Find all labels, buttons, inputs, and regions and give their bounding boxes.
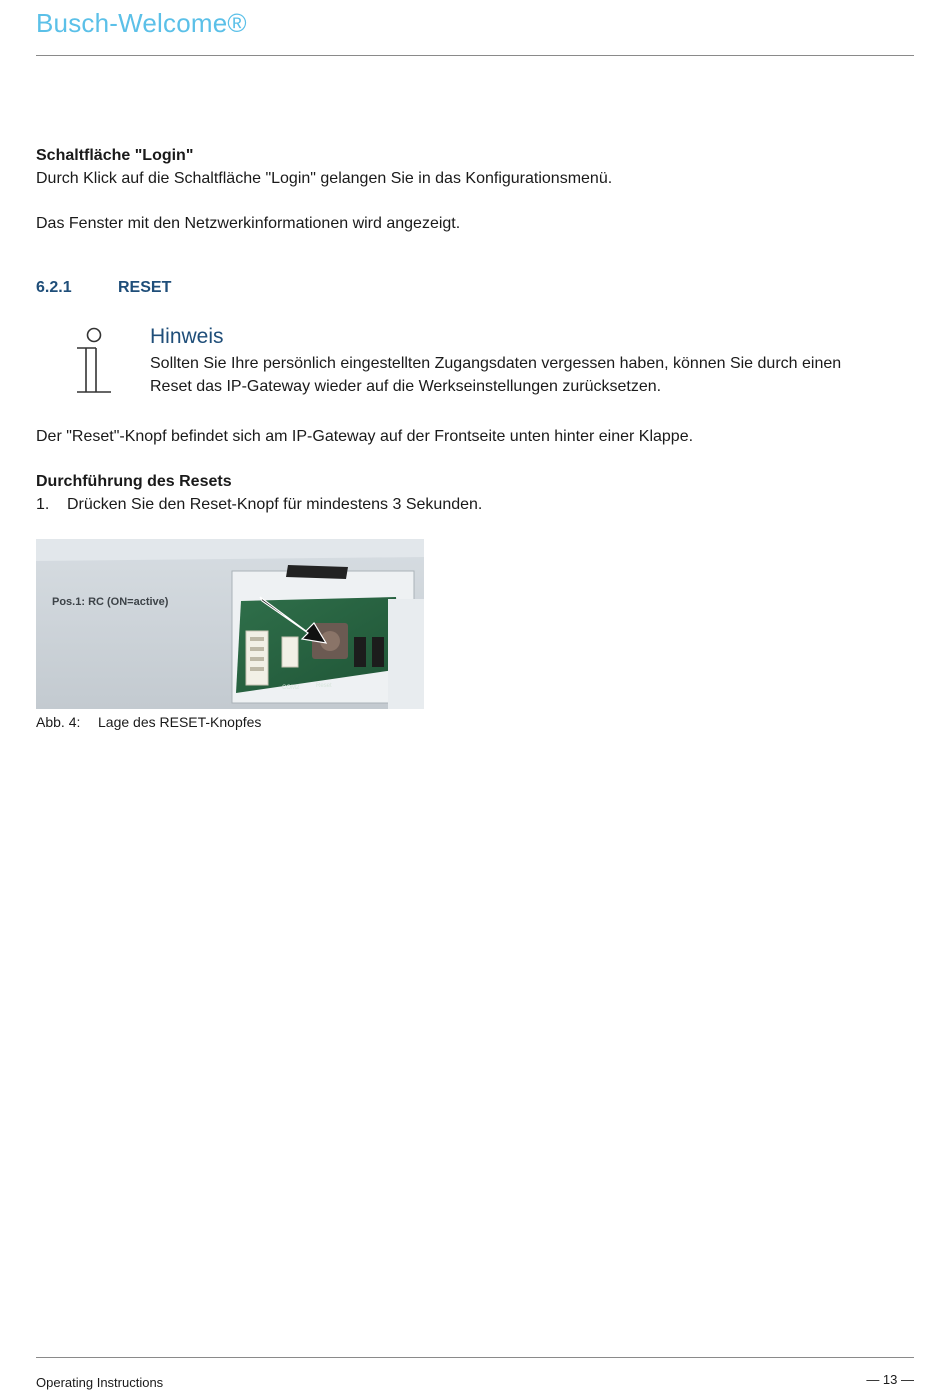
footer-divider	[36, 1357, 914, 1358]
header-divider	[36, 55, 914, 56]
note-title: Hinweis	[150, 325, 224, 348]
step-number: 1.	[36, 496, 50, 513]
section-number: 6.2.1	[36, 279, 72, 296]
photo-label: Pos.1: RC (ON=active)	[52, 596, 169, 608]
note-line-1: Sollten Sie Ihre persönlich eingestellten Zugangsdaten vergessen haben, können Sie durch einen	[150, 355, 842, 372]
reset-button-photo	[36, 539, 424, 709]
login-heading: Schaltfläche "Login"	[36, 147, 194, 164]
reset-location-text: Der "Reset"-Knopf befindet sich am IP-Gateway auf der Frontseite unten hinter einer Klappe.	[36, 428, 694, 445]
page-number: — 13 —	[866, 1372, 914, 1387]
login-text-1: Durch Klick auf die Schaltfläche "Login" gelangen Sie in das Konfigurationsmenü.	[36, 170, 613, 187]
step-text: Drücken Sie den Reset-Knopf für mindestens 3 Sekunden.	[67, 496, 483, 513]
figure-caption-text: Lage des RESET-Knopfes	[98, 714, 262, 730]
brand-title: Busch-Welcome®	[36, 8, 247, 38]
info-icon	[74, 326, 114, 396]
figure-caption-number: Abb. 4:	[36, 714, 81, 730]
procedure-heading: Durchführung des Resets	[36, 473, 232, 490]
board-label-reset: Reset	[316, 683, 332, 689]
footer-doc-title: Operating Instructions	[36, 1375, 164, 1390]
login-text-2: Das Fenster mit den Netzwerkinformationen wird angezeigt.	[36, 215, 461, 232]
board-label-com2: COM2	[282, 685, 300, 691]
note-line-2: Reset das IP-Gateway wieder auf die Werkseinstellungen zurücksetzen.	[150, 378, 662, 395]
section-title: RESET	[118, 279, 172, 296]
